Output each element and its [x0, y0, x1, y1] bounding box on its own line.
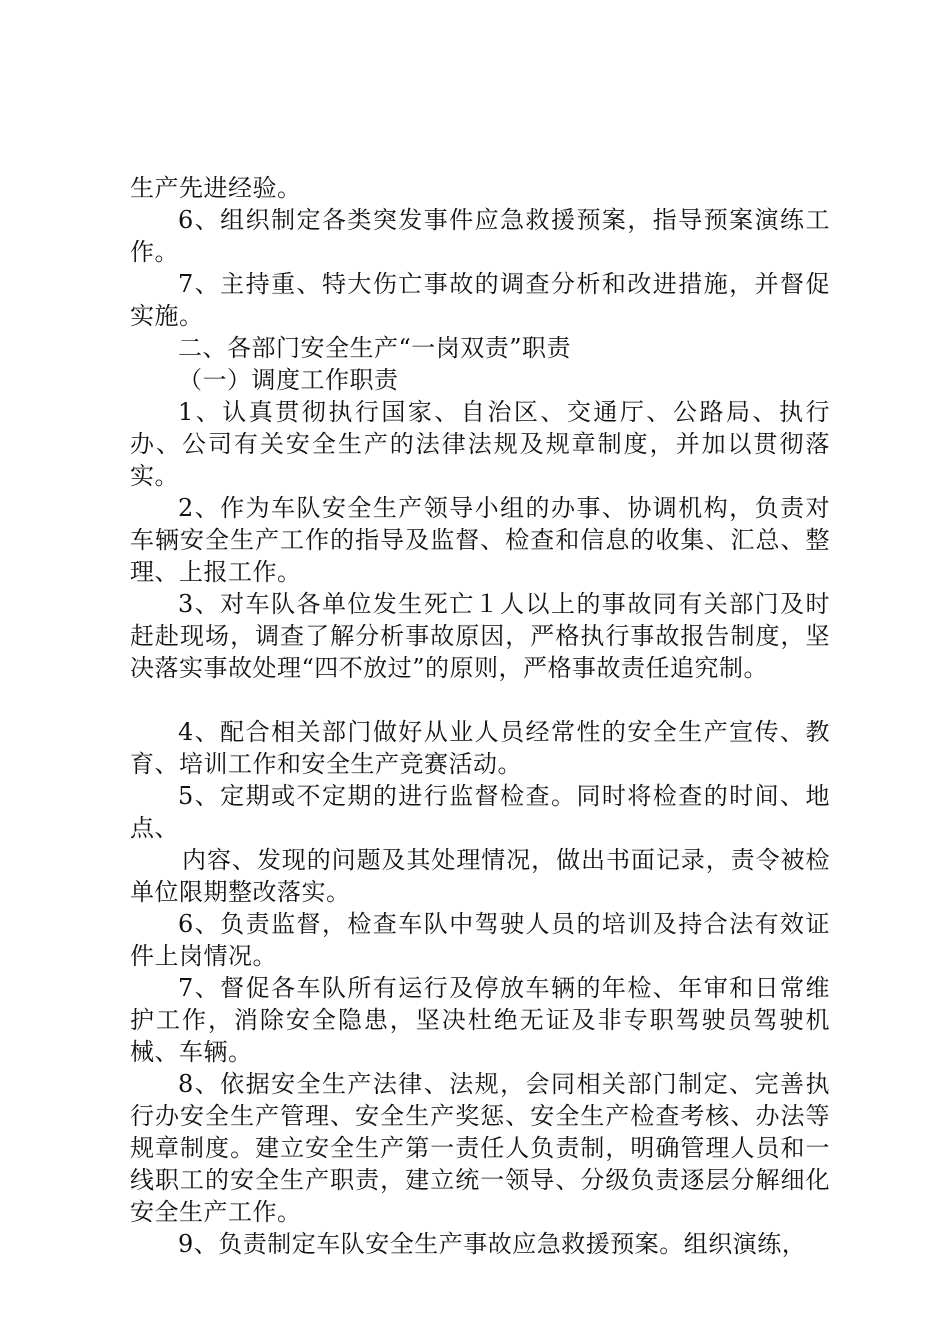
duty-item-7: 7、督促各车队所有运行及停放车辆的年检、年审和日常维护工作，消除安全隐患，坚决杜绝无证及非专职驾驶员驾驶机械、车辆。 [130, 974, 830, 1066]
duty-item-5: 5、定期或不定期的进行监督检查。同时将检查的时间、地点、 [130, 782, 830, 842]
paragraph-item-7: 7、主持重、特大伤亡事故的调查分析和改进措施，并督促实施。 [130, 270, 830, 330]
duty-item-9: 9、负责制定车队安全生产事故应急救援预案。组织演练， [178, 1230, 807, 1258]
duty-item-6: 6、负责监督，检查车队中驾驶人员的培训及持合法有效证件上岗情况。 [130, 910, 830, 970]
duty-item-1: 1、认真贯彻执行国家、自治区、交通厅、公路局、执行办、公司有关安全生产的法律法规及规章制度，并加以贯彻落实。 [130, 398, 830, 490]
paragraph-continuation: 生产先进经验。 [130, 174, 302, 202]
paragraph-item-6: 6、组织制定各类突发事件应急救援预案，指导预案演练工作。 [130, 206, 830, 266]
section-heading: 二、各部门安全生产“一岗双责”职责 [178, 334, 572, 362]
blank-line [130, 684, 830, 716]
duty-item-3: 3、对车队各单位发生死亡１人以上的事故同有关部门及时赶赴现场，调查了解分析事故原因，严格执行事故报告制度，坚决落实事故处理“四不放过”的原则，严格事故责任追究制。 [130, 590, 830, 682]
subsection-heading: （一）调度工作职责 [178, 366, 399, 394]
duty-item-4: 4、配合相关部门做好从业人员经常性的安全生产宣传、教育、培训工作和安全生产竞赛活动。 [130, 718, 830, 778]
duty-item-5-continuation: 内容、发现的问题及其处理情况，做出书面记录，责令被检单位限期整改落实。 [130, 846, 830, 906]
duty-item-8: 8、依据安全生产法律、法规，会同相关部门制定、完善执行办安全生产管理、安全生产奖惩、安全生产检查考核、办法等规章制度。建立安全生产第一责任人负责制，明确管理人员和一线职工的安全生产职责，建立统一领导、分级负责逐层分解细化安全生产工作。 [130, 1070, 830, 1226]
duty-item-2: 2、作为车队安全生产领导小组的办事、协调机构，负责对车辆安全生产工作的指导及监督、检查和信息的收集、汇总、整理、上报工作。 [130, 494, 830, 586]
document-body [130, 172, 830, 1260]
